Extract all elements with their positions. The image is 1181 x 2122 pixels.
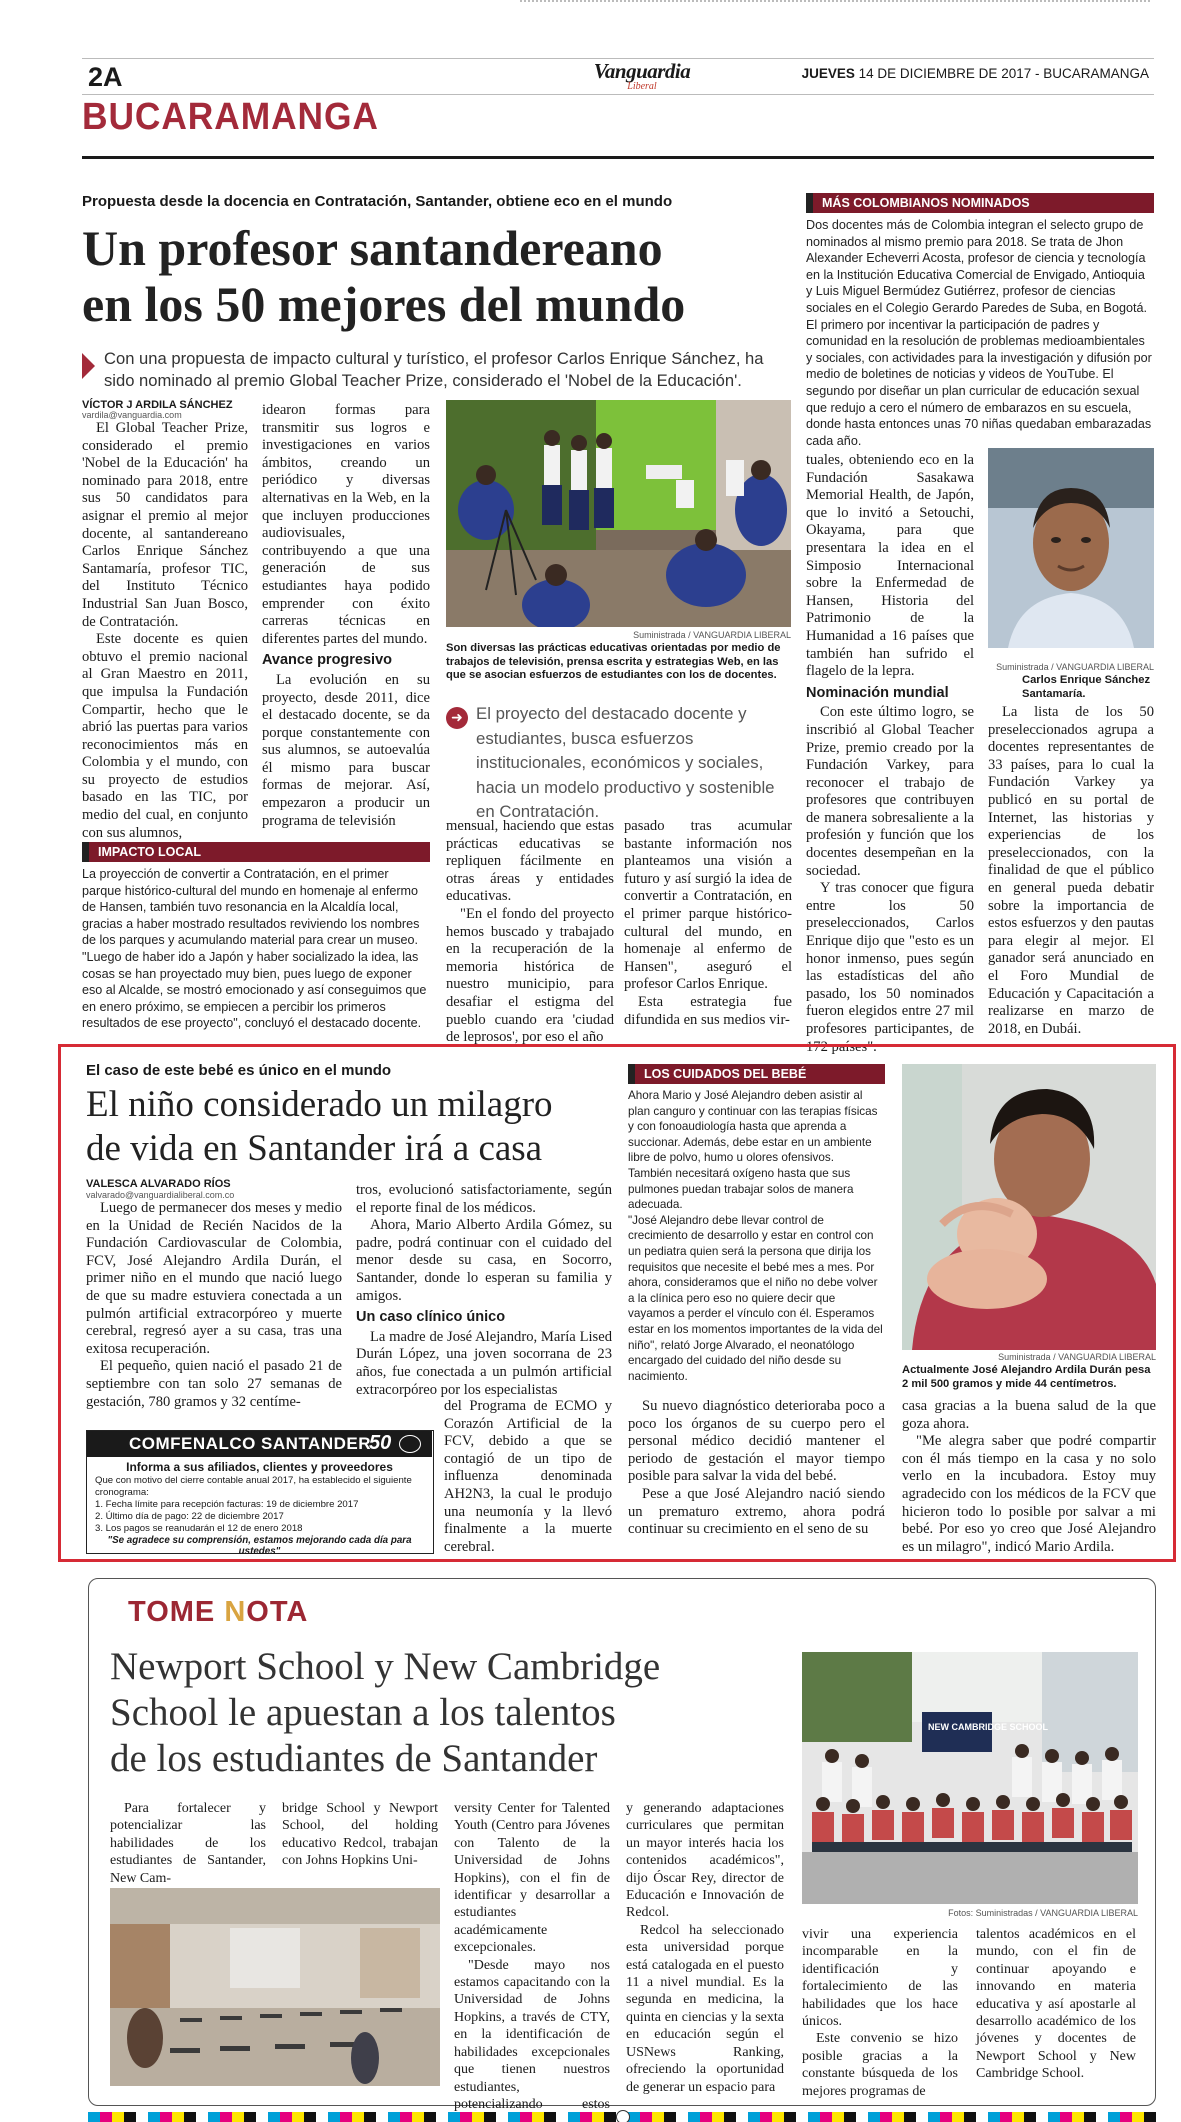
teacher-portrait-credit: Suministrada / VANGUARDIA LIBERAL [996, 662, 1154, 672]
article1-col1 [82, 420, 248, 842]
tome-nota-col2 [282, 1800, 438, 1870]
masthead-logo [587, 60, 697, 91]
teacher-portrait-caption: Carlos Enrique Sánchez Santamaría. [1022, 674, 1151, 700]
article1-col4-p1: pasado tras acumular bastante información nos planteamos una visión a futuro y así surgió la idea de convertir a Contratación, en el primer parque histórico-cultural del mundo, en homenaje al enfermo de Hansen", aseguró el profesor Carlos Enrique. [624, 818, 792, 993]
cuidados-text [628, 1088, 885, 1384]
classroom-photo [446, 400, 791, 627]
comfenalco-ad-banner [87, 1431, 432, 1457]
header-day: JUEVES [801, 66, 855, 81]
impacto-local-p1: La proyección de convertir a Contratación, en el primer parque histórico-cultural del mundo en homenaje al enfermo de Hansen, también tuvo resonancia en la Alcaldía local, gracias a haber mostrado resultados reviviendo los nombres de los parques y acumulando material para crear un museo. [82, 867, 420, 948]
article1-lead: Con una propuesta de impacto cultural y turístico, el profesor Carlos Enrique Sánchez, ha sido nominado al premio Global Teacher Prize, considerado el 'Nobel de la Educación'. [104, 349, 764, 390]
tome-nota-col5-p2: Este convenio se hizo posible gracias a la constante búsqueda de los mejores programas de [802, 2031, 958, 2099]
article1-kicker: Propuesta desde la docencia en Contratación, Santander, obtiene eco en el mundo [82, 193, 673, 210]
article1-byline: VÍCTOR J ARDILA SÁNCHEZ [82, 399, 233, 411]
page-number: 2A [88, 62, 123, 92]
school-banner-label: NEW CAMBRIDGE SCHOOL [928, 1722, 1048, 1732]
tome-nota-label-n: N [224, 1596, 247, 1628]
article2-email: valvarado@vanguardialiberal.com.co [86, 1190, 235, 1200]
header-date-rest: 14 DE DICIEMBRE DE 2017 - BUCARAMANGA [858, 66, 1149, 81]
comfenalco-ad-anniv: 50 [369, 1432, 392, 1454]
article2-byline: VALESCA ALVARADO RÍOS [86, 1178, 231, 1190]
impacto-local-tag: IMPACTO LOCAL [82, 842, 430, 862]
father-baby-photo [902, 1064, 1156, 1350]
article2-col2-subhead: Un caso clínico único [356, 1309, 506, 1326]
tome-nota-col3-p1: versity Center for Talented Youth (Centro para Jóvenes con Talento de la Universidad de Johns Hopkins), con el fin de identificar y desarrollar a estudiantes académicamente excepcionales. [454, 1801, 610, 1956]
comfenalco-logo-icon [399, 1435, 421, 1453]
father-baby-photo-caption: Actualmente José Alejandro Ardila Durán pesa 2 mil 500 gramos y mide 44 centímetros. [902, 1364, 1151, 1390]
tome-nota-col1-p1: Para fortalecer y potencializar las habilidades de los estudiantes de Santander, New Cam- [110, 1801, 266, 1886]
article2-headline-line2: de vida en Santander irá a casa [86, 1128, 543, 1169]
article1-col3-p2: "En el fondo del proyecto hemos buscado y trabajado en la recuperación de la memoria histórica de nuestro municipio, para desafiar el estigma del pueblo cuando era 'ciudad de leprosos', por eso el año [446, 905, 614, 1046]
tome-nota-headline-line3: de los estudiantes de Santander [110, 1737, 598, 1780]
tome-nota-col4-p2: Redcol ha seleccionado esta universidad porque está catalogada en el puesto 11 a nivel mundial. Es la segunda en medicina, la quinta en ciencias y la sexta en educación según el USNews Ranking, ofreciendo la oportunidad de generar un espacio para [626, 1922, 784, 2095]
cuidados-p1: Ahora Mario y José Alejandro deben asistir al plan canguro y continuar con las terapias físicas y con fonoaudiología hasta que aprenda a succionar. Además, debe estar en un ambiente libre de polvo, humo u olores ofensivos. [628, 1089, 878, 1165]
tome-nota-col4-p1: y generando adaptaciones curriculares que permitan un mayor interés hacia los contenidos académicos", dijo Óscar Rey, director de Educación e Innovación de Redcol. [626, 1801, 784, 1921]
comfenalco-ad-body [95, 1475, 415, 1535]
exam-room-photo [110, 1888, 440, 2086]
nominados-p1: Dos docentes más de Colombia integran el selecto grupo de nominados al mismo premio para 2018. Se trata de Jhon Alexander Echeverri Acosta, profesor de ciencia y tecnología en la Institución Educativa Comercial de Envigado, Antioquia y Luis Miguel Bermúdez Gutiérrez, profesor de ciencias sociales en el Colegio Gerardo Paredes de Suba, en Bogotá. [806, 218, 1147, 315]
article2-col4-p1: Su nuevo diagnóstico deterioraba poco a poco los órganos de su cuerpo pero el personal médico decidió mantener el periodo de gestación el mayor tiempo posible para salvar la vida del bebé. [628, 1398, 885, 1485]
article2-col1-p2: El pequeño, quien nació el pasado 21 de septiembre con tan solo 27 semanas de gestación, 780 gramos y 32 centíme- [86, 1358, 342, 1410]
article2-col4-p2: Pese a que José Alejandro nació siendo un prematuro extremo, ahora podrá continuar su crecimiento en el seno de su [628, 1485, 885, 1538]
article1-col5-p2: Con este último logro, se inscribió al Global Teacher Prize, premio creado por la Fundación Varkey, para reconocer el trabajo de profesores que contribuyen de manera sobresaliente a la profesión y función que los docentes desempeñan en la sociedad. [806, 704, 974, 879]
article2-col5 [902, 1398, 1156, 1556]
tome-nota-label [128, 1596, 308, 1629]
teacher-portrait-art [988, 448, 1154, 648]
tome-nota-headline [110, 1644, 790, 1782]
arrow-circle-icon: ➜ [446, 707, 468, 729]
tome-nota-col1 [110, 1800, 266, 1887]
article1-col1-p2: Este docente es quien obtuvo el premio nacional al Gran Maestro en 2011, que impulsa la Fundación Compartir, hecho que le abrió las puertas para varios reconocimientos más en Colombia y el mundo, con su proyecto de estudios basado en las TIC, por medio del cual, en conjunto con sus alumnos, [82, 631, 248, 841]
article2-headline [86, 1083, 626, 1171]
impacto-local-p2: "Luego de haber ido a Japón y haber socializado la idea, las cosas se han proyectado muy bien, pues luego de exponer eso al Alcalde, se mostró emocionado y así conseguimos que en enero próximo, se empiecen a percibir los primeros resultados de ese proyecto", concluyó el destacado docente. [82, 949, 427, 1031]
article1-pull-quote: El proyecto del destacado docente y estudiantes, busca esfuerzos institucionales, económicos y sociales, hacia un modelo productivo y sostenible en Contratación. [476, 704, 775, 821]
comfenalco-ad-footer: "Se agradece su comprensión, estamos mejorando cada día para ustedes" [107, 1535, 412, 1557]
comfenalco-ad-headline: Informa a sus afiliados, clientes y proveedores [126, 1460, 393, 1474]
article1-col6 [988, 704, 1154, 1038]
masthead-name: Vanguardia [593, 59, 691, 83]
school-group-photo-credit: Fotos: Suministradas / VANGUARDIA LIBERAL [948, 1908, 1138, 1918]
nominados-text [806, 217, 1154, 449]
section-rule [82, 156, 1154, 159]
teacher-portrait [988, 448, 1154, 648]
comfenalco-ad [86, 1430, 434, 1557]
father-baby-photo-art [902, 1064, 1156, 1350]
article1-email: vardila@vanguardia.com [82, 410, 182, 420]
article1-col5-p1: tuales, obteniendo eco en la Fundación Sasakawa Memorial Health, de Japón, que lo invitó a Setouchi, Okayama, para que presentara la idea en el Simposio Internacional sobre la Enfermedad de Hansen, Historia del Patrimonio de la Humanidad a 16 países que también han sufrido el flagelo de la lepra. [806, 452, 974, 680]
registration-mark-icon [616, 2110, 630, 2122]
tome-nota-col5 [802, 1926, 958, 2100]
tome-nota-col5-p1: vivir una experiencia incomparable en la identificación y fortalecimiento de las habilidades que los hace únicos. [802, 1927, 958, 2030]
tome-nota-col6-p1: talentos académicos en el mundo, con el fin de continuar apoyando e innovando en materia educativa y así apostarle al desarrollo académico de los jóvenes y docentes de Newport School y New Cambridge School. [976, 1927, 1136, 2082]
article1-col2-p1: idearon formas para transmitir sus logros e investigaciones en varios ámbitos, creando un periódico y diversas alternativas en la Web, en la que incluyen producciones audiovisuales, contribuyendo a que una generación de sus estudiantes haya podido emprender con éxito carreras técnicas en diferentes partes del mundo. [262, 402, 430, 647]
tome-nota-headline-line2: School le apuestan a los talentos [110, 1691, 616, 1734]
tome-nota-label-1: TOME [128, 1596, 225, 1628]
article1-col4-p2: Esta estrategia fue difundida en sus medios vir- [624, 993, 792, 1028]
article1-col5-subhead: Nominación mundial [806, 684, 949, 701]
article1-col5-p3: Y tras conocer que figura entre los 50 preseleccionados, Carlos Enrique dijo que "esto es un honor inmenso, pues según las estadísticas del año pasado, los 50 nominados fueron elegidos entre 27 mil profesores participantes, de 172 países". [806, 880, 974, 1055]
comfenalco-ad-brand: COMFENALCO SANTANDER [129, 1434, 372, 1453]
article1-col2-p2: La evolución en su proyecto, desde 2011, dice el destacado docente, se da porque constantemente con sus alumnos, se autoevalúa él mismo para buscar formas de mejorar. Así, empezaron a producir un programa de televisión [262, 671, 430, 829]
header-date [802, 66, 1149, 81]
cuidados-tag: LOS CUIDADOS DEL BEBÉ [628, 1064, 885, 1084]
page-top-edge [520, 0, 1150, 6]
article2-col2-p3: La madre de José Alejandro, María Lised Durán López, una joven socorrana de 23 años, fue conectada a un pulmón artificial extracorpóreo por los especialistas [356, 1328, 612, 1398]
tome-nota-col3 [454, 1800, 610, 2122]
classroom-photo-caption: Son diversas las prácticas educativas orientadas por medio de trabajos de televisión, prensa escrita y estrategias Web, en las que se asocian esfuerzos de estudiantes con los de docentes. [446, 642, 781, 682]
classroom-photo-art [446, 400, 791, 627]
article2-col2-p1: tros, evolucionó satisfactoriamente, según el reporte final de los médicos. [356, 1182, 612, 1216]
tome-nota-col3-p2: "Desde mayo nos estamos capacitando con la Universidad de Johns Hopkins, a través de CTY, en la identificación de habilidades excepcionales que tienen nuestros estudiantes, potencializando estos [454, 1957, 610, 2112]
article2-col4 [628, 1398, 885, 1539]
cuidados-p3: "José Alejandro debe llevar control de crecimiento de desarrollo y estar en control con un pediatra quien será la persona que dirija los requisitos que necesite el bebé mes a mes. Por ahora, consideramos que el niño no debe volver a la clínica pero eso no quiere decir que vayamos a perder el vínculo con él. Esperamos estar en los momentos importantes de la vida del niño", relató Jorge Alvarado, el neonatólogo encargado del cuidado del niño desde su nacimiento. [628, 1213, 883, 1383]
triangle-marker-icon [82, 353, 95, 379]
comfenalco-ad-item3: 3. Los pagos se reanudarán el 12 de enero 2018 [95, 1523, 303, 1534]
impacto-local-text [82, 866, 430, 1032]
article1-headline-line2: en los 50 mejores del mundo [82, 276, 686, 332]
article1-col3 [446, 818, 614, 1047]
article2-col5-p2: "Me alegra saber que podré compartir con él más tiempo en la casa y no solo verlo en la incubadora. Estoy muy agradecido con los médicos de la FCV que hicieron todo lo posible por salvar a mi bebé. Por eso yo creo que José Alejandro es un milagro", indicó Mario Ardila. [902, 1433, 1156, 1555]
article2-col3-p1: del Programa de ECMO y Corazón Artificial de la FCV, debido a que se contagió de un tipo de influenza denominada AH2N3, la cual le produjo una neumonía y la llevó finalmente a la muerte cerebral. [444, 1398, 612, 1555]
school-group-photo-art [802, 1652, 1138, 1904]
article1-col4 [624, 818, 792, 1029]
school-banner-sign [922, 1712, 992, 1752]
article1-headline-line1: Un profesor santandereano [82, 220, 663, 276]
article2-col3 [444, 1398, 612, 1556]
masthead-sub: Liberal [627, 81, 657, 92]
nominados-p2: El primero por incentivar la participación de padres y comunidad en la resolución de problemas medioambientales y sociales, con actividades para la investigación y difusión por medio de boletines de noticias y videos de YouTube. El segundo por diseñar un plan curricular de educación sexual que redujo a cero el número de embarazos en su escuela, donde hasta entonces unas 70 niñas quedaban embarazadas cada año. [806, 317, 1152, 448]
father-baby-photo-credit: Suministrada / VANGUARDIA LIBERAL [998, 1352, 1156, 1362]
exam-room-photo-art [110, 1888, 440, 2086]
article1-col3-p1: mensual, haciendo que estas prácticas educativas se repliquen fácilmente en otras áreas y entidades educativas. [446, 818, 614, 905]
tome-nota-headline-line1: Newport School y New Cambridge [110, 1645, 661, 1688]
article2-col1-p1: Luego de permanecer dos meses y medio en la Unidad de Recién Nacidos de la Fundación Cardiovascular de Colombia, FCV, José Alejandro Ardila Durán, el primer niño en el mundo que nació luego de que su madre estuviera conectada a un pulmón artificial extracorpóreo y muerte cerebral, regresó ayer a su casa, tras una exitosa recuperación. [86, 1200, 342, 1357]
header-bottom-rule [82, 94, 1154, 95]
comfenalco-ad-item1: 1. Fecha límite para recepción facturas: 19 de diciembre 2017 [95, 1499, 359, 1510]
section-title: BUCARAMANGA [82, 96, 379, 138]
school-group-photo [802, 1652, 1138, 1904]
article2-col1 [86, 1200, 342, 1411]
comfenalco-ad-intro: Que con motivo del cierre contable anual 2017, ha establecido el siguiente cronograma: [95, 1475, 412, 1498]
tome-nota-col2-p1: bridge School y Newport School, del holding educativo Redcol, trabajan con Johns Hopkins Uni- [282, 1801, 438, 1869]
tome-nota-col4 [626, 1800, 784, 2096]
classroom-photo-credit: Suministrada / VANGUARDIA LIBERAL [633, 630, 791, 640]
article1-headline [82, 220, 792, 332]
tome-nota-label-2: OTA [246, 1596, 309, 1628]
tome-nota-col6 [976, 1926, 1136, 2083]
nominados-tag: MÁS COLOMBIANOS NOMINADOS [806, 193, 1154, 213]
article1-col2 [262, 402, 430, 830]
article2-kicker: El caso de este bebé es único en el mundo [86, 1062, 392, 1079]
article1-col5 [806, 452, 974, 1056]
article1-col2-subhead: Avance progresivo [262, 652, 393, 669]
article2-headline-line1: El niño considerado un milagro [86, 1084, 553, 1125]
cuidados-p2: También necesitará oxígeno hasta que sus pulmones puedan trabajar solos de manera adecuada. [628, 1166, 854, 1212]
article2-col2 [356, 1182, 612, 1399]
article2-col5-p1: casa gracias a la buena salud de la que goza ahora. [902, 1398, 1156, 1432]
article1-col1-p1: El Global Teacher Prize, considerado el premio 'Nobel de la Educación' ha nominado para 2018, entre sus 50 candidatos para asignar el premio al mejor docente, al santandereano Carlos Enrique Sánchez Santamaría, profesor TIC, del Instituto Técnico Industrial San Juan Bosco, de Contratación. [82, 420, 248, 630]
comfenalco-ad-item2: 2. Último día de pago: 22 de diciembre 2017 [95, 1511, 284, 1522]
article2-col2-p2: Ahora, Mario Alberto Ardila Gómez, su padre, podrá continuar con el cuidado del menor desde su casa, en Socorro, Santander, donde lo esperan su familia y amigos. [356, 1217, 612, 1304]
article1-col6-p1: La lista de los 50 preseleccionados agrupa a docentes representantes de 33 países, para lo cual la Fundación Varkey ya publicó en su portal de Internet, las historias y experiencias de los preseleccionados, con la finalidad de que el público en general pueda debatir sobre la importancia de estos esfuerzos y den pautas para elegir al mejor. El ganador será anunciado en el Foro Mundial de Educación y Capacitación a realizarse en marzo de 2018, en Dubái. [988, 704, 1154, 1037]
